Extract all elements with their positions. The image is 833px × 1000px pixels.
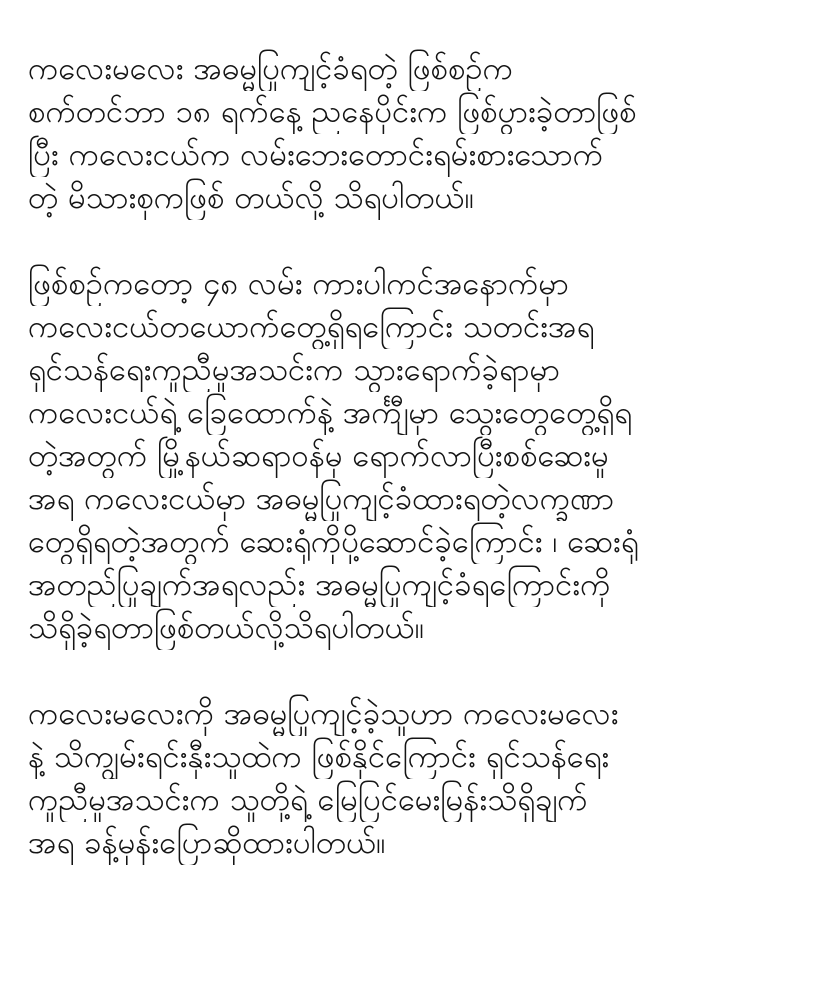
text-line: သိရှိခဲ့ရတာဖြစ်တယ်လို့သိရပါတယ်။ [28,610,425,646]
text-line: ကူညီမှုအသင်းက သူတို့ရဲ့ မြေပြင်မေးမြန်းသိရှိချက် [28,782,588,818]
text-line: ကလေးငယ်ရဲ့ ခြေထောက်နဲ့ အင်္ကျီမှာ သွေးတွေတွေ့ရှိရ [28,395,632,431]
paragraph-3 [28,693,805,865]
text-line: အရ ကလေးငယ်မှာ အဓမ္မပြုကျင့်ခံထားရတဲ့လက္ခဏာ [28,481,615,517]
text-line: တွေရှိရတဲ့အတွက် ဆေးရုံကိုပို့ဆောင်ခဲ့ကြောင်း ၊ ဆေးရုံ [28,524,639,560]
text-line: တဲ့အတွက် မြို့နယ်ဆရာဝန်မှ ရောက်လာပြီးစစ်ဆေးမှု [28,438,609,474]
text-line: အရ ခန့်မှန်းပြောဆိုထားပါတယ်။ [28,825,386,861]
text-line: ပြီး ကလေးငယ်က လမ်းဘေးတောင်းရမ်းစားသောက် [28,137,604,173]
text-line: ကလေးမလေး အဓမ္မပြုကျင့်ခံရတဲ့ ဖြစ်စဉ်က [28,51,513,87]
paragraph-1 [28,48,805,220]
text-line: ဖြစ်စဉ်ကတော့ ၄၈ လမ်း ကားပါကင်အနောက်မှာ [28,266,569,302]
text-line: ရှင်သန်ရေးကူညီမှုအသင်းက သွားရောက်ခဲ့ရာမှာ [28,352,560,388]
text-line: စက်တင်ဘာ ၁၈ ရက်နေ့ ညနေပိုင်းက ဖြစ်ပွားခဲ့တာဖြစ် [28,94,637,130]
paragraph-2 [28,263,805,650]
text-line: ကလေးငယ်တယောက်တွေ့ရှိရကြောင်း သတင်းအရ [28,309,595,345]
text-line: အတည်ပြုချက်အရလည်း အဓမ္မပြုကျင့်ခံရကြောင်းကို [28,567,611,603]
text-line: တဲ့ မိသားစုကဖြစ် တယ်လို့ သိရပါတယ်။ [28,180,474,216]
text-line: ကလေးမလေးကို အဓမ္မပြုကျင့်ခဲ့သူဟာ ကလေးမလေး [28,696,619,732]
text-line: နဲ့ သိကျွမ်းရင်းနှီးသူထဲက ဖြစ်နိုင်ကြောင်း ရှင်သန်ရေး [28,739,610,775]
